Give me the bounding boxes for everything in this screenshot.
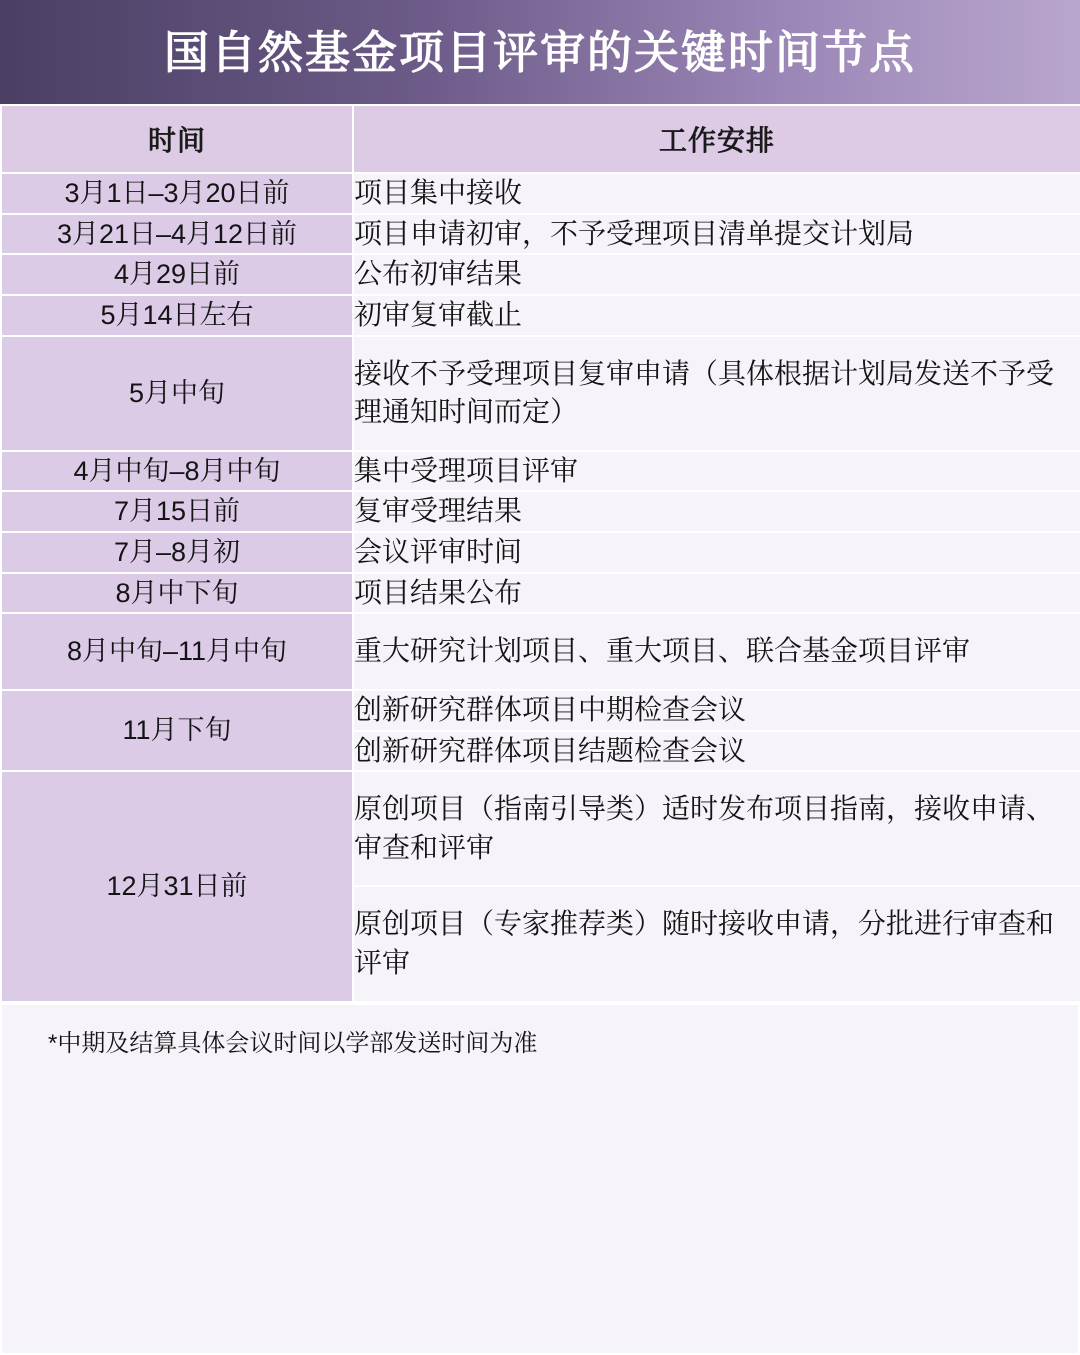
time-cell: 8月中下旬 xyxy=(1,573,353,614)
work-cell: 创新研究群体项目中期检查会议 xyxy=(353,690,1080,731)
work-cell: 重大研究计划项目、重大项目、联合基金项目评审 xyxy=(353,613,1080,690)
time-cell: 5月14日左右 xyxy=(1,295,353,336)
table-row xyxy=(1,690,1080,731)
work-cell: 原创项目（指南引导类）适时发布项目指南，接收申请、审查和评审 xyxy=(353,771,1080,886)
work-cell: 会议评审时间 xyxy=(353,532,1080,573)
time-cell: 7月–8月初 xyxy=(1,532,353,573)
table-row xyxy=(1,295,1080,336)
time-cell: 4月中旬–8月中旬 xyxy=(1,451,353,492)
time-cell: 12月31日前 xyxy=(1,771,353,1002)
time-cell: 8月中旬–11月中旬 xyxy=(1,613,353,690)
table-row xyxy=(1,173,1080,214)
work-cell: 接收不予受理项目复审申请（具体根据计划局发送不予受理通知时间而定） xyxy=(353,336,1080,451)
time-cell: 5月中旬 xyxy=(1,336,353,451)
table-row xyxy=(1,451,1080,492)
work-cell: 项目集中接收 xyxy=(353,173,1080,214)
work-cell: 公布初审结果 xyxy=(353,254,1080,295)
table-row xyxy=(1,214,1080,255)
column-header-time: 时间 xyxy=(1,105,353,173)
table-row xyxy=(1,613,1080,690)
table-row xyxy=(1,532,1080,573)
schedule-table xyxy=(0,104,1080,1003)
footnote: *中期及结算具体会议时间以学部发送时间为准 xyxy=(0,1003,1080,1355)
table-body xyxy=(1,173,1080,1002)
column-header-work: 工作安排 xyxy=(353,105,1080,173)
title-bar xyxy=(0,0,1080,104)
table-row xyxy=(1,771,1080,886)
work-cell: 初审复审截止 xyxy=(353,295,1080,336)
time-cell: 4月29日前 xyxy=(1,254,353,295)
table-row xyxy=(1,254,1080,295)
work-cell: 创新研究群体项目结题检查会议 xyxy=(353,731,1080,772)
time-cell: 11月下旬 xyxy=(1,690,353,771)
work-cell: 项目申请初审，不予受理项目清单提交计划局 xyxy=(353,214,1080,255)
page-title: 国自然基金项目评审的关键时间节点 xyxy=(163,26,916,78)
work-cell: 原创项目（专家推荐类）随时接收申请，分批进行审查和评审 xyxy=(353,886,1080,1001)
time-cell: 3月21日–4月12日前 xyxy=(1,214,353,255)
table-row xyxy=(1,336,1080,451)
table-header-row xyxy=(1,105,1080,173)
work-cell: 项目结果公布 xyxy=(353,573,1080,614)
table-row xyxy=(1,491,1080,532)
work-cell: 集中受理项目评审 xyxy=(353,451,1080,492)
table-row xyxy=(1,573,1080,614)
table-header xyxy=(1,105,1080,173)
time-cell: 3月1日–3月20日前 xyxy=(1,173,353,214)
time-cell: 7月15日前 xyxy=(1,491,353,532)
work-cell: 复审受理结果 xyxy=(353,491,1080,532)
